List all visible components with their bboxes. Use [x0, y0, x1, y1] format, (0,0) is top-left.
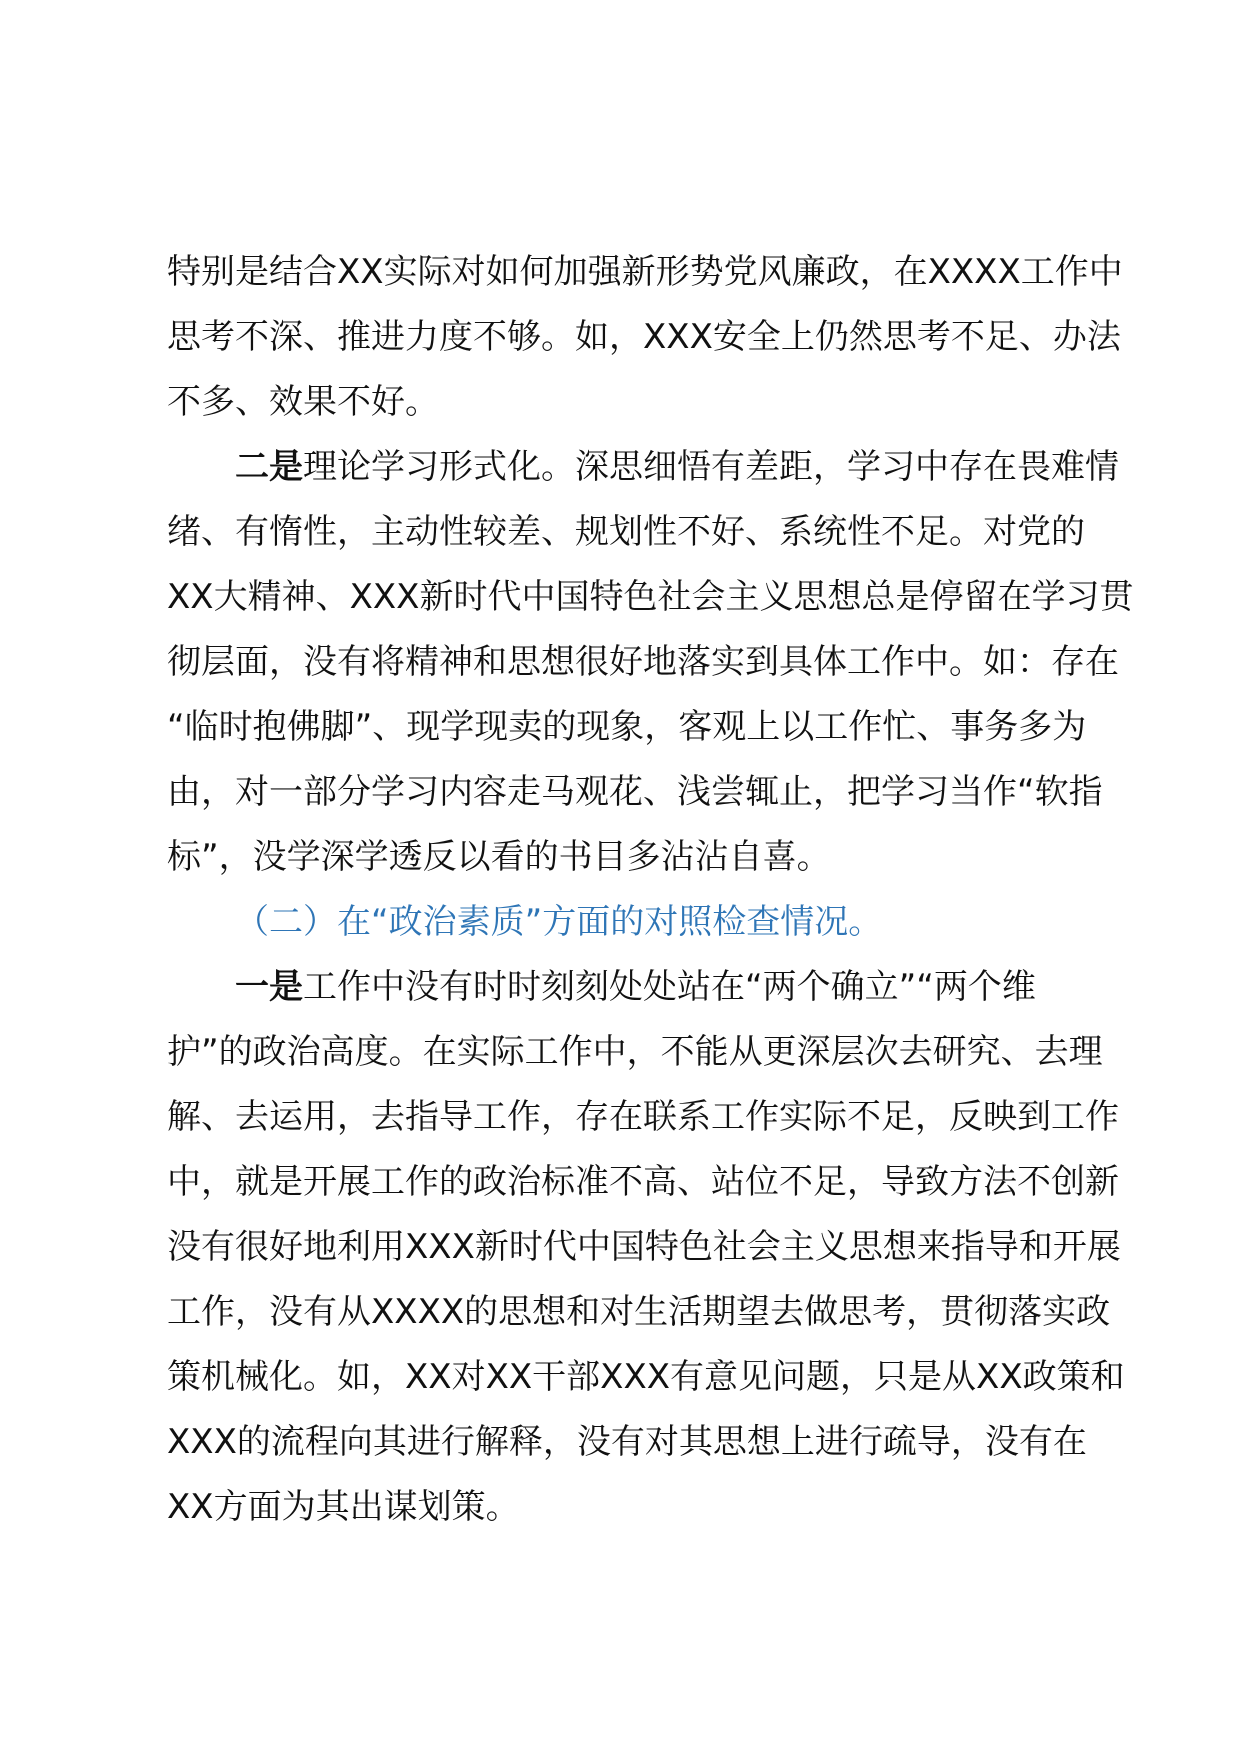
text-line: 标”，没学深学透反以看的书目多沾沾自喜。	[167, 837, 831, 877]
text-line: XXX的流程向其进行解释，没有对其思想上进行疏导，没有在	[167, 1422, 1087, 1462]
text-line: 没有很好地利用XXX新时代中国特色社会主义思想来指导和开展	[167, 1227, 1121, 1267]
text-line: 思考不深、推进力度不够。如，XXX安全上仍然思考不足、办法	[167, 317, 1121, 357]
paragraph-2	[167, 435, 1134, 890]
paragraph-lead: 一是	[235, 967, 303, 1007]
text-line: 工作，没有从XXXX的思想和对生活期望去做思考，贯彻落实政	[167, 1292, 1111, 1332]
document-body	[167, 240, 1134, 1540]
text-line: 护”的政治高度。在实际工作中，不能从更深层次去研究、去理	[167, 1032, 1103, 1072]
text-line: “临时抱佛脚”、现学现卖的现象，客观上以工作忙、事务多为	[167, 707, 1087, 747]
text-line	[167, 435, 1119, 500]
text-line: 绪、有惰性，主动性较差、规划性不好、系统性不足。对党的	[167, 512, 1085, 552]
paragraph-1	[167, 240, 1123, 435]
text-line: 策机械化。如，XX对XX干部XXX有意见问题，只是从XX政策和	[167, 1357, 1125, 1397]
text-line: 解、去运用，去指导工作，存在联系工作实际不足，反映到工作	[167, 1097, 1119, 1137]
section-heading: （二）在“政治素质”方面的对照检查情况。	[235, 902, 883, 942]
paragraph-lead: 二是	[235, 447, 303, 487]
text-line: 不多、效果不好。	[167, 382, 439, 422]
text-line: XX方面为其出谋划策。	[167, 1487, 520, 1527]
text-line: 彻层面，没有将精神和思想很好地落实到具体工作中。如：存在	[167, 642, 1119, 682]
paragraph-3	[167, 955, 1125, 1540]
paragraph-first-line: 理论学习形式化。深思细悟有差距，学习中存在畏难情	[303, 447, 1119, 487]
paragraph-first-line: 工作中没有时时刻刻处处站在“两个确立”“两个维	[303, 967, 1036, 1007]
text-line: 中，就是开展工作的政治标准不高、站位不足，导致方法不创新	[167, 1162, 1119, 1202]
text-line: XX大精神、XXX新时代中国特色社会主义思想总是停留在学习贯	[167, 577, 1134, 617]
text-line	[167, 955, 1107, 1020]
text-line: 特别是结合XX实际对如何加强新形势党风廉政，在XXXX工作中	[167, 252, 1123, 292]
text-line: 由，对一部分学习内容走马观花、浅尝辄止，把学习当作“软指	[167, 772, 1103, 812]
